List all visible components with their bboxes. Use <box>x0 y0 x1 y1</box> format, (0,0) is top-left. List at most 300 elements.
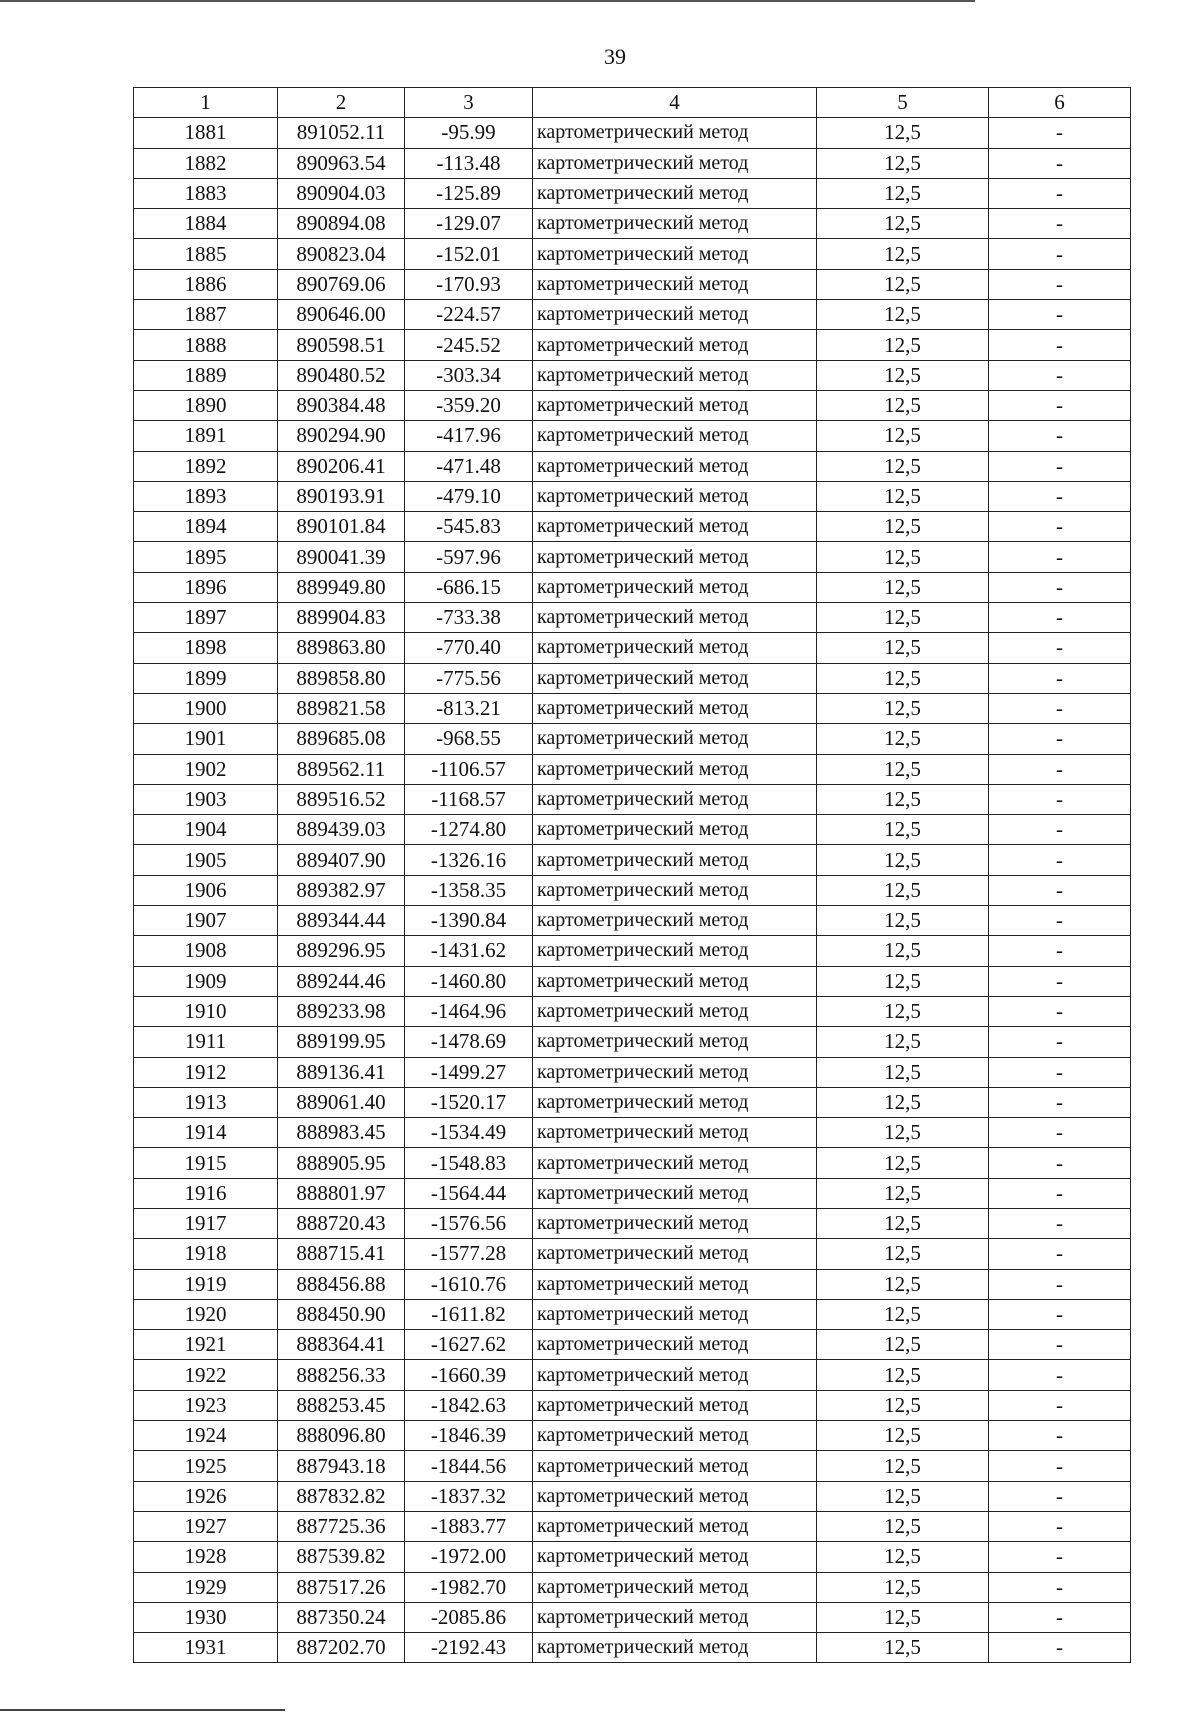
table-row <box>134 572 1131 602</box>
precision-cell: 12,5 <box>817 1330 989 1360</box>
x-coordinate-cell: 889516.52 <box>278 784 405 814</box>
x-coordinate-cell: 890963.54 <box>278 148 405 178</box>
note-cell: - <box>989 1633 1131 1663</box>
table-row <box>134 815 1131 845</box>
method-cell: картометрический метод <box>533 360 817 390</box>
point-number-cell: 1928 <box>134 1542 278 1572</box>
point-number-cell: 1912 <box>134 1057 278 1087</box>
table-row <box>134 330 1131 360</box>
method-cell: картометрический метод <box>533 512 817 542</box>
precision-cell: 12,5 <box>817 1390 989 1420</box>
y-coordinate-cell: -479.10 <box>405 481 533 511</box>
note-cell: - <box>989 1511 1131 1541</box>
point-number-cell: 1911 <box>134 1027 278 1057</box>
table-row <box>134 1057 1131 1087</box>
y-coordinate-cell: -224.57 <box>405 300 533 330</box>
method-cell: картометрический метод <box>533 542 817 572</box>
point-number-cell: 1894 <box>134 512 278 542</box>
precision-cell: 12,5 <box>817 269 989 299</box>
table-row <box>134 1178 1131 1208</box>
method-cell: картометрический метод <box>533 1208 817 1238</box>
precision-cell: 12,5 <box>817 542 989 572</box>
note-cell: - <box>989 1299 1131 1329</box>
precision-cell: 12,5 <box>817 633 989 663</box>
note-cell: - <box>989 845 1131 875</box>
method-cell: картометрический метод <box>533 1542 817 1572</box>
point-number-cell: 1906 <box>134 875 278 905</box>
precision-cell: 12,5 <box>817 481 989 511</box>
note-cell: - <box>989 906 1131 936</box>
column-header: 2 <box>278 88 405 118</box>
method-cell: картометрический метод <box>533 784 817 814</box>
note-cell: - <box>989 663 1131 693</box>
x-coordinate-cell: 890041.39 <box>278 542 405 572</box>
note-cell: - <box>989 360 1131 390</box>
x-coordinate-cell: 887943.18 <box>278 1451 405 1481</box>
x-coordinate-cell: 890904.03 <box>278 178 405 208</box>
precision-cell: 12,5 <box>817 1481 989 1511</box>
note-cell: - <box>989 209 1131 239</box>
method-cell: картометрический метод <box>533 1269 817 1299</box>
precision-cell: 12,5 <box>817 390 989 420</box>
precision-cell: 12,5 <box>817 1087 989 1117</box>
note-cell: - <box>989 966 1131 996</box>
method-cell: картометрический метод <box>533 1572 817 1602</box>
table-row <box>134 300 1131 330</box>
method-cell: картометрический метод <box>533 1633 817 1663</box>
point-number-cell: 1918 <box>134 1239 278 1269</box>
y-coordinate-cell: -95.99 <box>405 118 533 148</box>
note-cell: - <box>989 1572 1131 1602</box>
method-cell: картометрический метод <box>533 330 817 360</box>
note-cell: - <box>989 633 1131 663</box>
x-coordinate-cell: 888253.45 <box>278 1390 405 1420</box>
note-cell: - <box>989 1390 1131 1420</box>
method-cell: картометрический метод <box>533 906 817 936</box>
x-coordinate-cell: 889244.46 <box>278 966 405 996</box>
y-coordinate-cell: -1499.27 <box>405 1057 533 1087</box>
table-row <box>134 390 1131 420</box>
method-cell: картометрический метод <box>533 1027 817 1057</box>
x-coordinate-cell: 888801.97 <box>278 1178 405 1208</box>
note-cell: - <box>989 875 1131 905</box>
y-coordinate-cell: -170.93 <box>405 269 533 299</box>
point-number-cell: 1892 <box>134 451 278 481</box>
table-row <box>134 1511 1131 1541</box>
table-row <box>134 239 1131 269</box>
table-row <box>134 996 1131 1026</box>
note-cell: - <box>989 1360 1131 1390</box>
table-row <box>134 481 1131 511</box>
table-row <box>134 421 1131 451</box>
note-cell: - <box>989 693 1131 723</box>
table-row <box>134 178 1131 208</box>
method-cell: картометрический метод <box>533 663 817 693</box>
y-coordinate-cell: -1610.76 <box>405 1269 533 1299</box>
y-coordinate-cell: -1611.82 <box>405 1299 533 1329</box>
precision-cell: 12,5 <box>817 1269 989 1299</box>
note-cell: - <box>989 512 1131 542</box>
table-row <box>134 1208 1131 1238</box>
x-coordinate-cell: 890193.91 <box>278 481 405 511</box>
table-row <box>134 1269 1131 1299</box>
table-row <box>134 633 1131 663</box>
y-coordinate-cell: -303.34 <box>405 360 533 390</box>
note-cell: - <box>989 1421 1131 1451</box>
table-body <box>134 118 1131 1663</box>
table-row <box>134 1633 1131 1663</box>
x-coordinate-cell: 888983.45 <box>278 1118 405 1148</box>
table-row <box>134 936 1131 966</box>
note-cell: - <box>989 1027 1131 1057</box>
precision-cell: 12,5 <box>817 1451 989 1481</box>
method-cell: картометрический метод <box>533 966 817 996</box>
point-number-cell: 1910 <box>134 996 278 1026</box>
column-header: 3 <box>405 88 533 118</box>
table-row <box>134 1481 1131 1511</box>
precision-cell: 12,5 <box>817 1572 989 1602</box>
precision-cell: 12,5 <box>817 512 989 542</box>
note-cell: - <box>989 1118 1131 1148</box>
point-number-cell: 1924 <box>134 1421 278 1451</box>
point-number-cell: 1915 <box>134 1148 278 1178</box>
y-coordinate-cell: -417.96 <box>405 421 533 451</box>
precision-cell: 12,5 <box>817 300 989 330</box>
precision-cell: 12,5 <box>817 966 989 996</box>
method-cell: картометрический метод <box>533 996 817 1026</box>
y-coordinate-cell: -113.48 <box>405 148 533 178</box>
method-cell: картометрический метод <box>533 209 817 239</box>
precision-cell: 12,5 <box>817 1208 989 1238</box>
point-number-cell: 1929 <box>134 1572 278 1602</box>
precision-cell: 12,5 <box>817 1118 989 1148</box>
precision-cell: 12,5 <box>817 815 989 845</box>
x-coordinate-cell: 890769.06 <box>278 269 405 299</box>
y-coordinate-cell: -359.20 <box>405 390 533 420</box>
table-row <box>134 693 1131 723</box>
method-cell: картометрический метод <box>533 148 817 178</box>
y-coordinate-cell: -968.55 <box>405 724 533 754</box>
method-cell: картометрический метод <box>533 481 817 511</box>
x-coordinate-cell: 890894.08 <box>278 209 405 239</box>
column-header: 6 <box>989 88 1131 118</box>
note-cell: - <box>989 178 1131 208</box>
y-coordinate-cell: -1464.96 <box>405 996 533 1026</box>
x-coordinate-cell: 889821.58 <box>278 693 405 723</box>
method-cell: картометрический метод <box>533 178 817 208</box>
point-number-cell: 1925 <box>134 1451 278 1481</box>
y-coordinate-cell: -1478.69 <box>405 1027 533 1057</box>
y-coordinate-cell: -1972.00 <box>405 1542 533 1572</box>
table-row <box>134 1360 1131 1390</box>
column-header: 4 <box>533 88 817 118</box>
y-coordinate-cell: -152.01 <box>405 239 533 269</box>
point-number-cell: 1890 <box>134 390 278 420</box>
x-coordinate-cell: 890646.00 <box>278 300 405 330</box>
point-number-cell: 1921 <box>134 1330 278 1360</box>
method-cell: картометрический метод <box>533 603 817 633</box>
point-number-cell: 1881 <box>134 118 278 148</box>
bottom-scan-rule <box>0 1709 285 1711</box>
precision-cell: 12,5 <box>817 663 989 693</box>
note-cell: - <box>989 300 1131 330</box>
point-number-cell: 1904 <box>134 815 278 845</box>
y-coordinate-cell: -775.56 <box>405 663 533 693</box>
table-row <box>134 784 1131 814</box>
method-cell: картометрический метод <box>533 572 817 602</box>
precision-cell: 12,5 <box>817 1633 989 1663</box>
y-coordinate-cell: -1168.57 <box>405 784 533 814</box>
x-coordinate-cell: 891052.11 <box>278 118 405 148</box>
note-cell: - <box>989 1602 1131 1632</box>
x-coordinate-cell: 888456.88 <box>278 1269 405 1299</box>
note-cell: - <box>989 724 1131 754</box>
precision-cell: 12,5 <box>817 239 989 269</box>
note-cell: - <box>989 815 1131 845</box>
precision-cell: 12,5 <box>817 1178 989 1208</box>
table-row <box>134 906 1131 936</box>
table-row <box>134 754 1131 784</box>
x-coordinate-cell: 890384.48 <box>278 390 405 420</box>
note-cell: - <box>989 451 1131 481</box>
method-cell: картометрический метод <box>533 1087 817 1117</box>
method-cell: картометрический метод <box>533 1390 817 1420</box>
precision-cell: 12,5 <box>817 421 989 451</box>
y-coordinate-cell: -1274.80 <box>405 815 533 845</box>
method-cell: картометрический метод <box>533 239 817 269</box>
table-row <box>134 1421 1131 1451</box>
method-cell: картометрический метод <box>533 421 817 451</box>
x-coordinate-cell: 889439.03 <box>278 815 405 845</box>
y-coordinate-cell: -686.15 <box>405 572 533 602</box>
y-coordinate-cell: -1576.56 <box>405 1208 533 1238</box>
point-number-cell: 1931 <box>134 1633 278 1663</box>
method-cell: картометрический метод <box>533 451 817 481</box>
x-coordinate-cell: 889296.95 <box>278 936 405 966</box>
table-row <box>134 1602 1131 1632</box>
precision-cell: 12,5 <box>817 1299 989 1329</box>
y-coordinate-cell: -1577.28 <box>405 1239 533 1269</box>
precision-cell: 12,5 <box>817 603 989 633</box>
x-coordinate-cell: 888256.33 <box>278 1360 405 1390</box>
note-cell: - <box>989 1178 1131 1208</box>
table-row <box>134 451 1131 481</box>
point-number-cell: 1896 <box>134 572 278 602</box>
y-coordinate-cell: -2192.43 <box>405 1633 533 1663</box>
method-cell: картометрический метод <box>533 845 817 875</box>
table-row <box>134 1330 1131 1360</box>
x-coordinate-cell: 889863.80 <box>278 633 405 663</box>
method-cell: картометрический метод <box>533 1360 817 1390</box>
point-number-cell: 1922 <box>134 1360 278 1390</box>
table-row <box>134 1239 1131 1269</box>
point-number-cell: 1883 <box>134 178 278 208</box>
y-coordinate-cell: -1627.62 <box>405 1330 533 1360</box>
table-row <box>134 1390 1131 1420</box>
precision-cell: 12,5 <box>817 845 989 875</box>
table-row <box>134 512 1131 542</box>
y-coordinate-cell: -1534.49 <box>405 1118 533 1148</box>
x-coordinate-cell: 890480.52 <box>278 360 405 390</box>
note-cell: - <box>989 1451 1131 1481</box>
point-number-cell: 1926 <box>134 1481 278 1511</box>
table-row <box>134 118 1131 148</box>
method-cell: картометрический метод <box>533 1178 817 1208</box>
note-cell: - <box>989 542 1131 572</box>
table-row <box>134 1027 1131 1057</box>
note-cell: - <box>989 239 1131 269</box>
table-row <box>134 360 1131 390</box>
x-coordinate-cell: 888450.90 <box>278 1299 405 1329</box>
point-number-cell: 1909 <box>134 966 278 996</box>
point-number-cell: 1895 <box>134 542 278 572</box>
y-coordinate-cell: -1883.77 <box>405 1511 533 1541</box>
table-row <box>134 663 1131 693</box>
table-row <box>134 1451 1131 1481</box>
table-row <box>134 209 1131 239</box>
method-cell: картометрический метод <box>533 875 817 905</box>
y-coordinate-cell: -1106.57 <box>405 754 533 784</box>
y-coordinate-cell: -1844.56 <box>405 1451 533 1481</box>
y-coordinate-cell: -545.83 <box>405 512 533 542</box>
x-coordinate-cell: 889562.11 <box>278 754 405 784</box>
precision-cell: 12,5 <box>817 1421 989 1451</box>
precision-cell: 12,5 <box>817 754 989 784</box>
table-row <box>134 966 1131 996</box>
point-number-cell: 1907 <box>134 906 278 936</box>
note-cell: - <box>989 481 1131 511</box>
precision-cell: 12,5 <box>817 572 989 602</box>
point-number-cell: 1897 <box>134 603 278 633</box>
y-coordinate-cell: -733.38 <box>405 603 533 633</box>
y-coordinate-cell: -597.96 <box>405 542 533 572</box>
y-coordinate-cell: -129.07 <box>405 209 533 239</box>
x-coordinate-cell: 889344.44 <box>278 906 405 936</box>
note-cell: - <box>989 1057 1131 1087</box>
point-number-cell: 1908 <box>134 936 278 966</box>
y-coordinate-cell: -245.52 <box>405 330 533 360</box>
point-number-cell: 1885 <box>134 239 278 269</box>
note-cell: - <box>989 784 1131 814</box>
point-number-cell: 1899 <box>134 663 278 693</box>
y-coordinate-cell: -1326.16 <box>405 845 533 875</box>
table-row <box>134 269 1131 299</box>
precision-cell: 12,5 <box>817 1542 989 1572</box>
precision-cell: 12,5 <box>817 1602 989 1632</box>
method-cell: картометрический метод <box>533 1481 817 1511</box>
y-coordinate-cell: -125.89 <box>405 178 533 208</box>
method-cell: картометрический метод <box>533 1299 817 1329</box>
precision-cell: 12,5 <box>817 724 989 754</box>
y-coordinate-cell: -1460.80 <box>405 966 533 996</box>
method-cell: картометрический метод <box>533 300 817 330</box>
note-cell: - <box>989 1269 1131 1299</box>
table-row <box>134 1087 1131 1117</box>
precision-cell: 12,5 <box>817 1027 989 1057</box>
precision-cell: 12,5 <box>817 118 989 148</box>
x-coordinate-cell: 887517.26 <box>278 1572 405 1602</box>
table-row <box>134 1542 1131 1572</box>
note-cell: - <box>989 390 1131 420</box>
point-number-cell: 1920 <box>134 1299 278 1329</box>
method-cell: картометрический метод <box>533 118 817 148</box>
method-cell: картометрический метод <box>533 936 817 966</box>
point-number-cell: 1901 <box>134 724 278 754</box>
table-row <box>134 875 1131 905</box>
precision-cell: 12,5 <box>817 1360 989 1390</box>
precision-cell: 12,5 <box>817 148 989 178</box>
method-cell: картометрический метод <box>533 1239 817 1269</box>
precision-cell: 12,5 <box>817 1057 989 1087</box>
note-cell: - <box>989 603 1131 633</box>
note-cell: - <box>989 118 1131 148</box>
note-cell: - <box>989 148 1131 178</box>
y-coordinate-cell: -1982.70 <box>405 1572 533 1602</box>
x-coordinate-cell: 889858.80 <box>278 663 405 693</box>
x-coordinate-cell: 890206.41 <box>278 451 405 481</box>
y-coordinate-cell: -1564.44 <box>405 1178 533 1208</box>
x-coordinate-cell: 889199.95 <box>278 1027 405 1057</box>
x-coordinate-cell: 890598.51 <box>278 330 405 360</box>
x-coordinate-cell: 889685.08 <box>278 724 405 754</box>
x-coordinate-cell: 889382.97 <box>278 875 405 905</box>
y-coordinate-cell: -2085.86 <box>405 1602 533 1632</box>
method-cell: картометрический метод <box>533 1511 817 1541</box>
point-number-cell: 1927 <box>134 1511 278 1541</box>
column-header: 1 <box>134 88 278 118</box>
point-number-cell: 1914 <box>134 1118 278 1148</box>
x-coordinate-cell: 887832.82 <box>278 1481 405 1511</box>
table-row <box>134 542 1131 572</box>
precision-cell: 12,5 <box>817 693 989 723</box>
note-cell: - <box>989 330 1131 360</box>
y-coordinate-cell: -770.40 <box>405 633 533 663</box>
y-coordinate-cell: -1431.62 <box>405 936 533 966</box>
method-cell: картометрический метод <box>533 693 817 723</box>
top-scan-rule <box>0 0 975 2</box>
point-number-cell: 1923 <box>134 1390 278 1420</box>
point-number-cell: 1905 <box>134 845 278 875</box>
method-cell: картометрический метод <box>533 1421 817 1451</box>
note-cell: - <box>989 1542 1131 1572</box>
method-cell: картометрический метод <box>533 1118 817 1148</box>
precision-cell: 12,5 <box>817 906 989 936</box>
precision-cell: 12,5 <box>817 451 989 481</box>
point-number-cell: 1898 <box>134 633 278 663</box>
point-number-cell: 1913 <box>134 1087 278 1117</box>
x-coordinate-cell: 890101.84 <box>278 512 405 542</box>
note-cell: - <box>989 754 1131 784</box>
method-cell: картометрический метод <box>533 633 817 663</box>
method-cell: картометрический метод <box>533 1451 817 1481</box>
point-number-cell: 1930 <box>134 1602 278 1632</box>
y-coordinate-cell: -1358.35 <box>405 875 533 905</box>
precision-cell: 12,5 <box>817 996 989 1026</box>
x-coordinate-cell: 889136.41 <box>278 1057 405 1087</box>
precision-cell: 12,5 <box>817 1511 989 1541</box>
method-cell: картометрический метод <box>533 269 817 299</box>
precision-cell: 12,5 <box>817 209 989 239</box>
y-coordinate-cell: -1660.39 <box>405 1360 533 1390</box>
precision-cell: 12,5 <box>817 178 989 208</box>
note-cell: - <box>989 1208 1131 1238</box>
note-cell: - <box>989 421 1131 451</box>
y-coordinate-cell: -1846.39 <box>405 1421 533 1451</box>
point-number-cell: 1919 <box>134 1269 278 1299</box>
coordinates-table <box>133 87 1131 1663</box>
y-coordinate-cell: -471.48 <box>405 451 533 481</box>
note-cell: - <box>989 1330 1131 1360</box>
